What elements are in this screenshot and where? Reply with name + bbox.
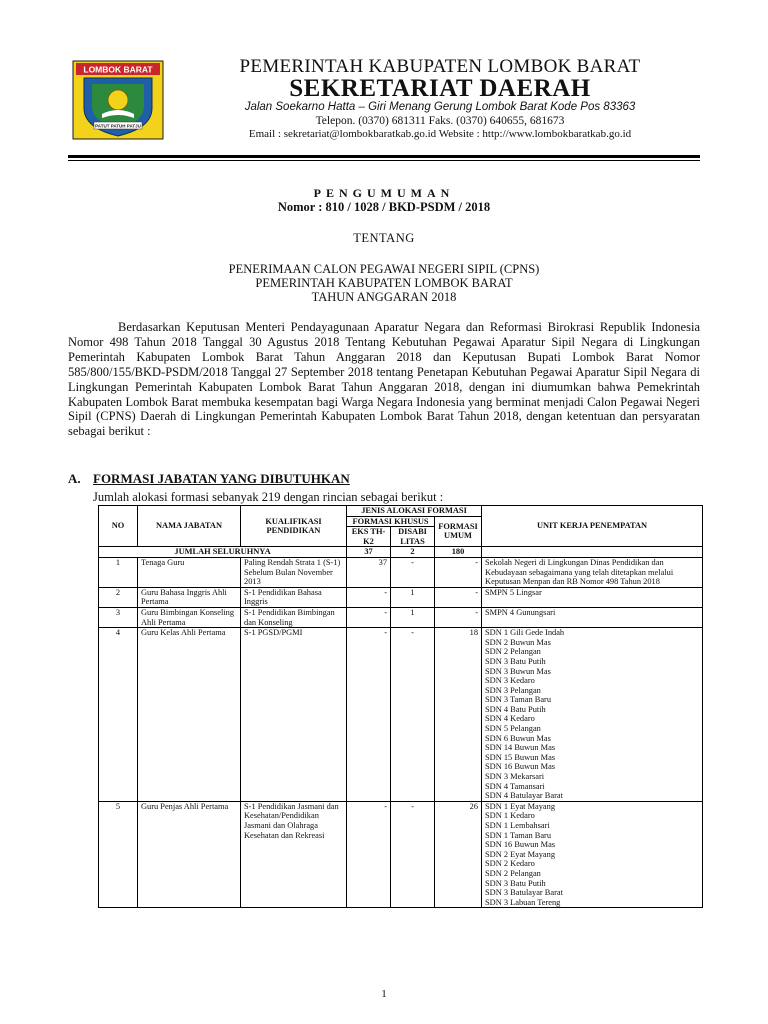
unit-item: SDN 4 Batu Putih bbox=[485, 704, 546, 714]
unit-item: SDN 1 Eyat Mayang bbox=[485, 801, 556, 811]
office-address: Jalan Soekarno Hatta – Giri Menang Gerung Lombok Barat Kode Pos 83363 bbox=[244, 101, 636, 113]
unit-item: SDN 16 Buwun Mas bbox=[485, 762, 556, 772]
unit-item: SDN 3 Buwun Mas bbox=[485, 666, 551, 676]
formation-table-wrapper bbox=[98, 505, 702, 908]
letterhead-divider bbox=[68, 155, 700, 158]
row-eks: - bbox=[347, 607, 391, 627]
table-row bbox=[99, 557, 703, 587]
row-no: 4 bbox=[99, 628, 138, 802]
unit-item: SDN 3 Mekarsari bbox=[485, 772, 545, 782]
row-no: 2 bbox=[99, 587, 138, 607]
row-kualifikasi: Paling Rendah Strata 1 (S-1) Sebelum Bulan November 2013 bbox=[241, 557, 347, 587]
unit-item: SDN 3 Kedaro bbox=[485, 676, 535, 686]
unit-item: Sekolah Negeri di Lingkungan Dinas Pendidikan dan Kebudayaan sebagaimana yang telah ditetapkan melalui Keputusan Menpan dan RB Nomor 498 Tahun 2018 bbox=[485, 557, 674, 587]
unit-item: SDN 4 Batulayar Barat bbox=[485, 791, 563, 801]
row-kualifikasi: S-1 Pendidikan Jasmani dan Kesehatan/Pendidikan Jasmani dan Olahraga Kesehatan dan Rekreasi bbox=[241, 801, 347, 908]
announcement-tentang: TENTANG bbox=[353, 231, 415, 245]
unit-item: SDN 14 Buwun Mas bbox=[485, 743, 556, 753]
section-a-label: A. bbox=[68, 471, 81, 486]
row-umum: - bbox=[435, 587, 482, 607]
table-row bbox=[99, 801, 703, 908]
row-eks: - bbox=[347, 628, 391, 802]
row-umum: 26 bbox=[435, 801, 482, 908]
header-eks: EKS TH-K2 bbox=[347, 527, 391, 547]
table-row bbox=[99, 628, 703, 802]
row-no: 3 bbox=[99, 607, 138, 627]
unit-item: SDN 3 Batu Putih bbox=[485, 656, 546, 666]
unit-item: SDN 6 Buwun Mas bbox=[485, 733, 551, 743]
unit-item: SDN 1 Kedaro bbox=[485, 811, 535, 821]
row-kualifikasi: S-1 Pendidikan Bahasa Inggris bbox=[241, 587, 347, 607]
header-formasi-khusus: FORMASI KHUSUS bbox=[347, 516, 435, 527]
page-number: 1 bbox=[381, 988, 387, 1000]
unit-item: SDN 2 Pelangan bbox=[485, 868, 541, 878]
unit-item: SDN 4 Kedaro bbox=[485, 714, 535, 724]
row-no: 1 bbox=[99, 557, 138, 587]
total-eks: 37 bbox=[347, 547, 391, 558]
office-name: SEKRETARIAT DAERAH bbox=[289, 75, 591, 102]
unit-item: SDN 3 Taman Baru bbox=[485, 695, 552, 705]
row-disabilitas: 1 bbox=[391, 607, 435, 627]
unit-item: SDN 3 Pelangan bbox=[485, 685, 541, 695]
row-kualifikasi: S-1 PGSD/PGMI bbox=[241, 628, 347, 802]
formation-table bbox=[98, 505, 703, 908]
announcement-subject-3: TAHUN ANGGARAN 2018 bbox=[311, 290, 457, 304]
section-a-note: Jumlah alokasi formasi sebanyak 219 dengan rincian sebagai berikut : bbox=[93, 490, 444, 504]
unit-item: SDN 1 Lembahsari bbox=[485, 821, 550, 830]
row-eks: 37 bbox=[347, 557, 391, 587]
total-disabilitas: 2 bbox=[391, 547, 435, 558]
logo-motto: PATUT PATUH PATJU bbox=[95, 123, 141, 129]
unit-item: SDN 3 Batulayar Barat bbox=[485, 888, 563, 898]
header-formasi-umum: FORMASI UMUM bbox=[435, 516, 482, 547]
row-kualifikasi: S-1 Pendidikan Bimbingan dan Konseling bbox=[241, 607, 347, 627]
row-unit-kerja bbox=[482, 628, 703, 802]
row-unit-kerja bbox=[482, 801, 703, 908]
government-name: PEMERINTAH KABUPATEN LOMBOK BARAT bbox=[239, 56, 641, 77]
row-eks: - bbox=[347, 587, 391, 607]
announcement-subject-1: PENERIMAAN CALON PEGAWAI NEGERI SIPIL (CPNS) bbox=[228, 262, 540, 276]
unit-item: SDN 16 Buwun Mas bbox=[485, 840, 556, 850]
row-unit-kerja bbox=[482, 587, 703, 607]
row-umum: - bbox=[435, 557, 482, 587]
row-disabilitas: 1 bbox=[391, 587, 435, 607]
letterhead-divider-thin bbox=[68, 160, 700, 161]
total-umum: 180 bbox=[435, 547, 482, 558]
unit-item: SDN 5 Pelangan bbox=[485, 724, 541, 734]
row-disabilitas: - bbox=[391, 557, 435, 587]
section-a-title: FORMASI JABATAN YANG DIBUTUHKAN bbox=[93, 471, 350, 486]
unit-item: SDN 2 Pelangan bbox=[485, 647, 541, 657]
announcement-number: Nomor : 810 / 1028 / BKD-PSDM / 2018 bbox=[277, 200, 491, 214]
unit-item: SDN 1 Taman Baru bbox=[485, 830, 552, 840]
unit-item: SDN 2 Buwun Mas bbox=[485, 637, 551, 647]
total-row bbox=[99, 547, 703, 558]
unit-item: SDN 2 Eyat Mayang bbox=[485, 849, 556, 859]
unit-item: SDN 2 Kedaro bbox=[485, 859, 535, 869]
row-eks: - bbox=[347, 801, 391, 908]
unit-item: SMPN 5 Lingsar bbox=[485, 587, 542, 597]
regency-logo bbox=[72, 60, 164, 140]
unit-item: SDN 15 Buwun Mas bbox=[485, 752, 556, 762]
row-umum: 18 bbox=[435, 628, 482, 802]
row-jabatan: Guru Bimbingan Konseling Ahli Pertama bbox=[138, 607, 241, 627]
row-no: 5 bbox=[99, 801, 138, 908]
section-a-heading bbox=[68, 471, 350, 487]
row-unit-kerja bbox=[482, 607, 703, 627]
logo-text: LOMBOK BARAT bbox=[83, 64, 153, 75]
row-unit-kerja bbox=[482, 557, 703, 587]
office-email: Email : sekretariat@lombokbaratkab.go.id Website : http://www.lombokbaratkab.go.id bbox=[248, 128, 632, 140]
row-umum: - bbox=[435, 607, 482, 627]
unit-item: SDN 3 Labuan Tereng bbox=[485, 897, 561, 907]
office-phone: Telepon. (0370) 681311 Faks. (0370) 640655, 681673 bbox=[315, 115, 565, 127]
announcement-title: PENGUMUMAN bbox=[313, 186, 455, 200]
header-disabilitas: DISABI LITAS bbox=[391, 527, 435, 547]
row-jabatan: Guru Penjas Ahli Pertama bbox=[138, 801, 241, 908]
row-disabilitas: - bbox=[391, 801, 435, 908]
table-row bbox=[99, 587, 703, 607]
unit-item: SMPN 4 Gunungsari bbox=[485, 607, 556, 617]
announcement-body: Berdasarkan Keputusan Menteri Pendayagunaan Aparatur Negara dan Reformasi Birokrasi Republik Indonesia Nomor 498 Tahun 2018 Tanggal 30 Agustus 2018 Tentang Kebutuhan Pegawai Aparatur Sipil Negara di Lingkungan Pemerintah Kabupaten Lombok Barat Tahun Anggaran 2018 dan Keputusan Bupati Lombok Barat Nomor 585/800/155/BKD-PSDM/2018 Tanggal 27 September 2018 tentang Penetapan Kebutuhan Pegawai Aparatur Sipil Negara di Lingkungan Pemerintah Kabupaten Lombok Barat Tahun Anggaran 2018, dengan ini diumumkan bahwa Pemekrintah Kabupaten Lombok Barat membuka kesempatan bagi Warga Negara Indonesia yang berminat menjadi Calon Pegawai Negeri Sipil (CPNS) Daerah di Lingkungan Pemerintah Kabupaten Lombok Barat Tahun 2018, dengan ketentuan dan persyaratan sebagai berikut : bbox=[68, 320, 700, 439]
row-jabatan: Tenaga Guru bbox=[138, 557, 241, 587]
total-label: JUMLAH SELURUHNYA bbox=[99, 547, 347, 558]
table-row bbox=[99, 607, 703, 627]
header-kualifikasi: KUALIFIKASI PENDIDIKAN bbox=[241, 506, 347, 547]
header-jenis-alokasi: JENIS ALOKASI FORMASI bbox=[347, 506, 482, 517]
header-nama-jabatan: NAMA JABATAN bbox=[138, 506, 241, 547]
header-unit-kerja: UNIT KERJA PENEMPATAN bbox=[482, 506, 703, 547]
unit-item: SDN 3 Batu Putih bbox=[485, 878, 546, 888]
unit-item: SDN 4 Tamansari bbox=[485, 781, 545, 791]
row-disabilitas: - bbox=[391, 628, 435, 802]
header-no: NO bbox=[99, 506, 138, 547]
unit-item: SDN 1 Gili Gede Indah bbox=[485, 628, 565, 638]
total-unit bbox=[482, 547, 703, 558]
row-jabatan: Guru Bahasa Inggris Ahli Pertama bbox=[138, 587, 241, 607]
row-jabatan: Guru Kelas Ahli Pertama bbox=[138, 628, 241, 802]
announcement-subject-2: PEMERINTAH KABUPATEN LOMBOK BARAT bbox=[255, 276, 513, 290]
